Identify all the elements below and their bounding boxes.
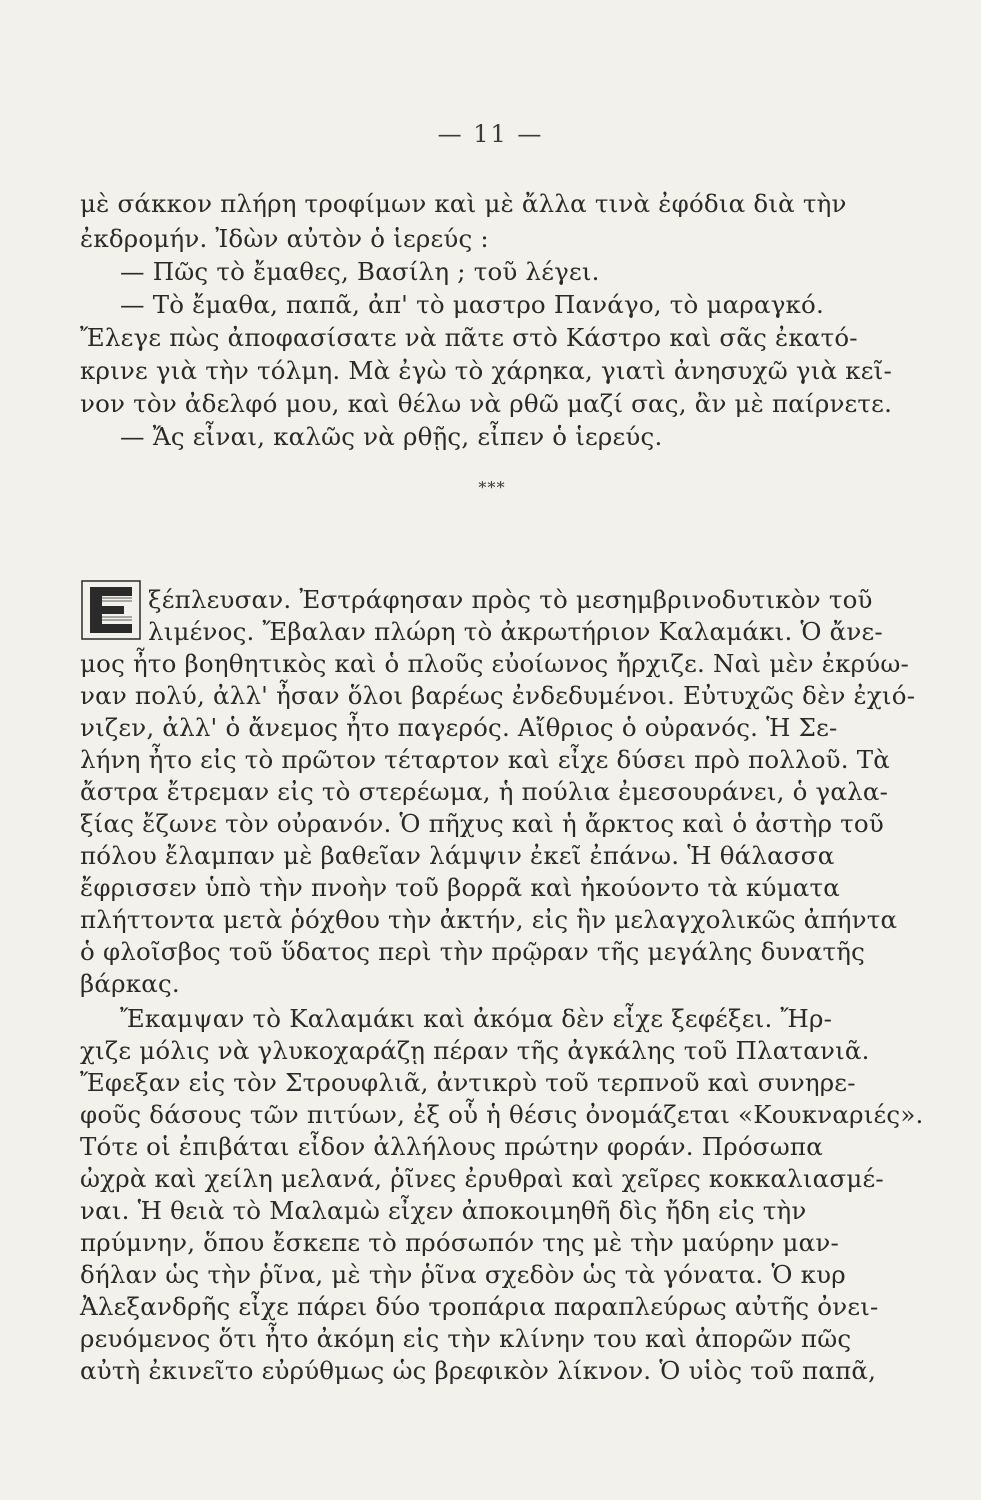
section-ornament (0, 478, 981, 497)
text-line: Τότε οἱ ἐπιβάται εἶδον ἀλλήλους πρώτην φοράν. Πρόσωπα (80, 1132, 823, 1161)
text-line: ἐκδρομήν. Ἰδὼν αὐτὸν ὁ ἱερεύς : (80, 224, 489, 253)
text-line: — Τὸ ἔμαθα, παπᾶ, ἀπ' τὸ μαστρο Πανάγο, τὸ μαραγκό. (120, 290, 824, 319)
section-ornament-text: * * * (478, 478, 503, 497)
page-number: — 11 — (437, 120, 544, 148)
text-line: λήνη ἦτο εἰς τὸ πρῶτον τέταρτον καὶ εἶχε δύσει πρὸ πολλοῦ. Τὰ (80, 745, 891, 774)
text-line: πόλου ἔλαμπαν μὲ βαθεῖαν λάμψιν ἐκεῖ ἐπάνω. Ἡ θάλασσα (80, 841, 835, 870)
text-line: μὲ σάκκον πλήρη τροφίμων καὶ μὲ ἄλλα τινὰ ἐφόδια διὰ τὴν (80, 189, 847, 218)
text-line: κρινε γιὰ τὴν τόλμη. Μὰ ἐγὼ τὸ χάρηκα, γιατὶ ἀνησυχῶ γιὰ κεῖ- (80, 356, 892, 385)
text-line: βάρκας. (80, 969, 180, 998)
text-line: χιζε μόλις νὰ γλυκοχαράζῃ πέραν τῆς ἀγκάλης τοῦ Πλατανιᾶ. (80, 1036, 870, 1065)
text-line: ξέπλευσαν. Ἐστράφησαν πρὸς τὸ μεσημβρινοδυτικὸν τοῦ (148, 585, 873, 614)
text-line: ξίας ἔζωνε τὸν οὐρανόν. Ὁ πῆχυς καὶ ἡ ἄρκτος καὶ ὁ ἀστὴρ τοῦ (80, 809, 884, 838)
text-line: φοῦς δάσους τῶν πιτύων, ἐξ οὗ ἡ θέσις ὀνομάζεται «Κουκναριές». (80, 1100, 924, 1129)
text-line: μος ἦτο βοηθητικὸς καὶ ὁ πλοῦς εὐοίωνος ἤρχιζε. Ναὶ μὲν ἐκρύω- (80, 649, 909, 678)
text-line: πρύμνην, ὅπου ἔσκεπε τὸ πρόσωπόν της μὲ τὴν μαύρην μαν- (80, 1228, 839, 1257)
text-line: πλήττοντα μετὰ ῥόχθου τὴν ἀκτήν, εἰς ἣν μελαγχολικῶς ἀπήντα (80, 905, 898, 934)
text-line: νον τὸν ἀδελφό μου, καὶ θέλω νὰ ρθῶ μαζί σας, ἂν μὲ παίρνετε. (80, 389, 893, 418)
text-line: νιζεν, ἀλλ' ὁ ἄνεμος ἦτο παγερός. Αἴθριος ὁ οὐρανός. Ἡ Σε- (80, 713, 838, 742)
text-line: ρευόμενος ὅτι ἦτο ἀκόμη εἰς τὴν κλίνην του καὶ ἀπορῶν πῶς (80, 1324, 852, 1353)
text-line: λιμένος. Ἔβαλαν πλώρη τὸ ἀκρωτήριον Καλαμάκι. Ὁ ἄνε- (148, 617, 883, 646)
text-line: Ἔφεξαν εἰς τὸν Στρουφλιᾶ, ἀντικρὺ τοῦ τερπνοῦ καὶ συνηρε- (80, 1068, 856, 1097)
text-line: ὁ φλοῖσβος τοῦ ὕδατος περὶ τὴν πρῷραν τῆς μεγάλης δυνατῆς (80, 937, 866, 966)
text-line: Ἀλεξανδρῆς εἶχε πάρει δύο τροπάρια παραπλεύρως αὐτῆς ὀνει- (80, 1292, 879, 1321)
text-line: Ἔκαμψαν τὸ Καλαμάκι καὶ ἀκόμα δὲν εἶχε ξεφέξει. Ἤρ- (120, 1004, 833, 1033)
dropcap-e-glyph (80, 579, 142, 641)
text-line: Ἔλεγε πὼς ἀποφασίσατε νὰ πᾶτε στὸ Κάστρο καὶ σᾶς ἐκατό- (80, 323, 858, 352)
text-line: — Πῶς τὸ ἔμαθες, Βασίλη ; τοῦ λέγει. (120, 257, 600, 286)
dropcap-e (80, 579, 142, 641)
text-line: ναι. Ἡ θειὰ τὸ Μαλαμὼ εἶχεν ἀποκοιμηθῆ δὶς ἤδη εἰς τὴν (80, 1196, 807, 1225)
text-line: — Ἄς εἶναι, καλῶς νὰ ρθῇς, εἶπεν ὁ ἱερεύς. (120, 422, 663, 451)
text-line: ἄστρα ἔτρεμαν εἰς τὸ στερέωμα, ἡ πούλια ἐμεσουράνει, ὁ γαλα- (80, 777, 889, 806)
text-line: αὐτὴ ἐκινεῖτο εὐρύθμως ὡς βρεφικὸν λίκνον. Ὁ υἱὸς τοῦ παπᾶ, (80, 1356, 877, 1385)
text-line: ὠχρὰ καὶ χείλη μελανά, ῥῖνες ἐρυθραὶ καὶ χεῖρες κοκκαλιασμέ- (80, 1164, 884, 1193)
text-line: δήλαν ὡς τὴν ῥῖνα, μὲ τὴν ῥῖνα σχεδὸν ὡς τὰ γόνατα. Ὁ κυρ (80, 1260, 846, 1289)
text-line: ἔφρισσεν ὑπὸ τὴν πνοὴν τοῦ βορρᾶ καὶ ἠκούοντο τὰ κύματα (80, 873, 841, 902)
text-line: ναν πολύ, ἀλλ' ἦσαν ὅλοι βαρέως ἐνδεδυμένοι. Εὐτυχῶς δὲν ἐχιό- (80, 681, 916, 710)
